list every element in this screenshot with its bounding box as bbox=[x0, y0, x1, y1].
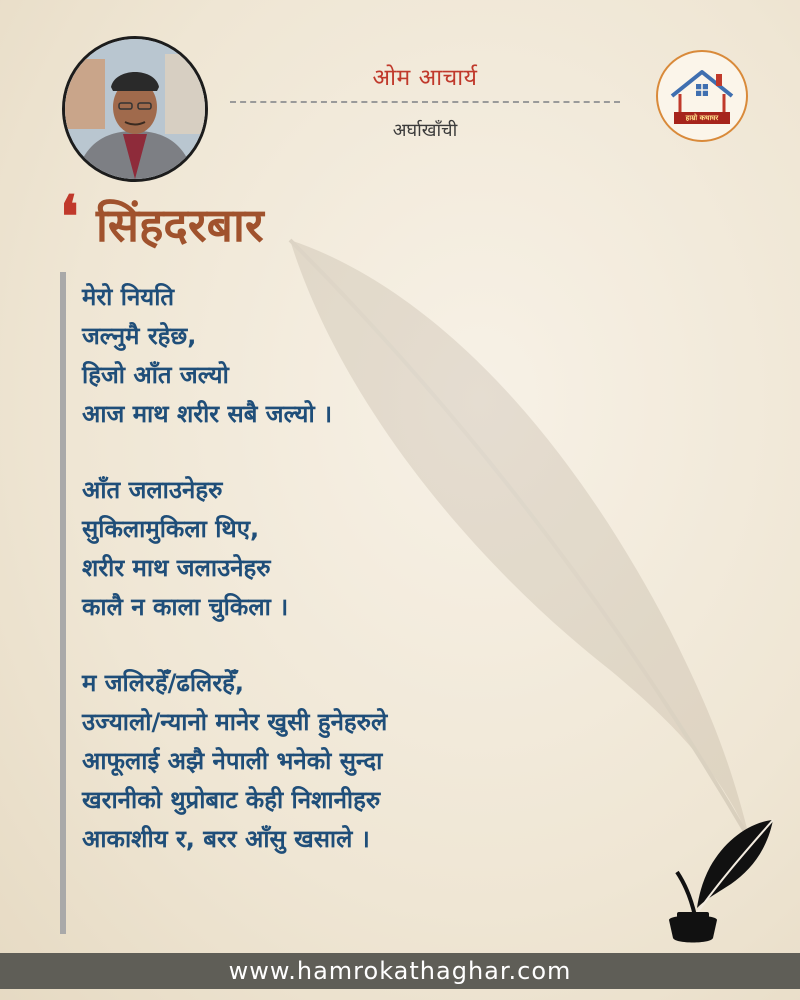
stanza bbox=[82, 664, 602, 859]
poem-line: आज माथ शरीर सबै जल्यो । bbox=[82, 400, 333, 428]
poem-side-bar bbox=[60, 272, 66, 934]
author-name: ओम आचार्य bbox=[372, 65, 478, 91]
poem-line: कालै न काला चुकिला । bbox=[82, 593, 289, 621]
site-logo bbox=[656, 50, 748, 142]
website-footer[interactable]: www.hamrokathaghar.com bbox=[0, 953, 800, 989]
poem-line: आफूलाई अझै नेपाली भनेको सुन्दा bbox=[82, 747, 383, 775]
poem-line: हिजो आँत जल्यो bbox=[82, 361, 229, 389]
poem-line: खरानीको थुप्रोबाट केही निशानीहरु bbox=[82, 786, 381, 814]
poem-line: आकाशीय र, बरर आँसु खसाले । bbox=[82, 825, 370, 853]
poem-line: म जलिरहेँ/ढलिरहेँ, bbox=[82, 669, 245, 697]
author-location: अर्घाखाँची bbox=[392, 120, 458, 141]
quill-inkpot-icon bbox=[655, 812, 780, 947]
stanza bbox=[82, 278, 602, 434]
logo-text: हाम्रो कथाघर bbox=[674, 112, 730, 124]
poem-body bbox=[82, 278, 602, 859]
poem-line: मेरो नियति bbox=[82, 283, 175, 311]
poem-line: शरीर माथ जलाउनेहरु bbox=[82, 554, 271, 582]
poem-line: उज्यालो/न्यानो मानेर खुसी हुनेहरुले bbox=[82, 708, 388, 736]
house-logo-icon bbox=[658, 52, 746, 140]
poem-line: आँत जलाउनेहरु bbox=[82, 476, 223, 504]
author-photo bbox=[62, 36, 208, 182]
author-divider bbox=[230, 101, 620, 103]
poem-line: जल्नुमै रहेछ, bbox=[82, 322, 197, 350]
poem-title: सिंहदरबार bbox=[96, 198, 264, 252]
stanza bbox=[82, 471, 602, 627]
author-portrait-icon bbox=[65, 39, 205, 179]
poem-line: सुकिलामुकिला थिए, bbox=[82, 515, 260, 543]
quote-mark-icon: ❛ bbox=[60, 183, 79, 251]
